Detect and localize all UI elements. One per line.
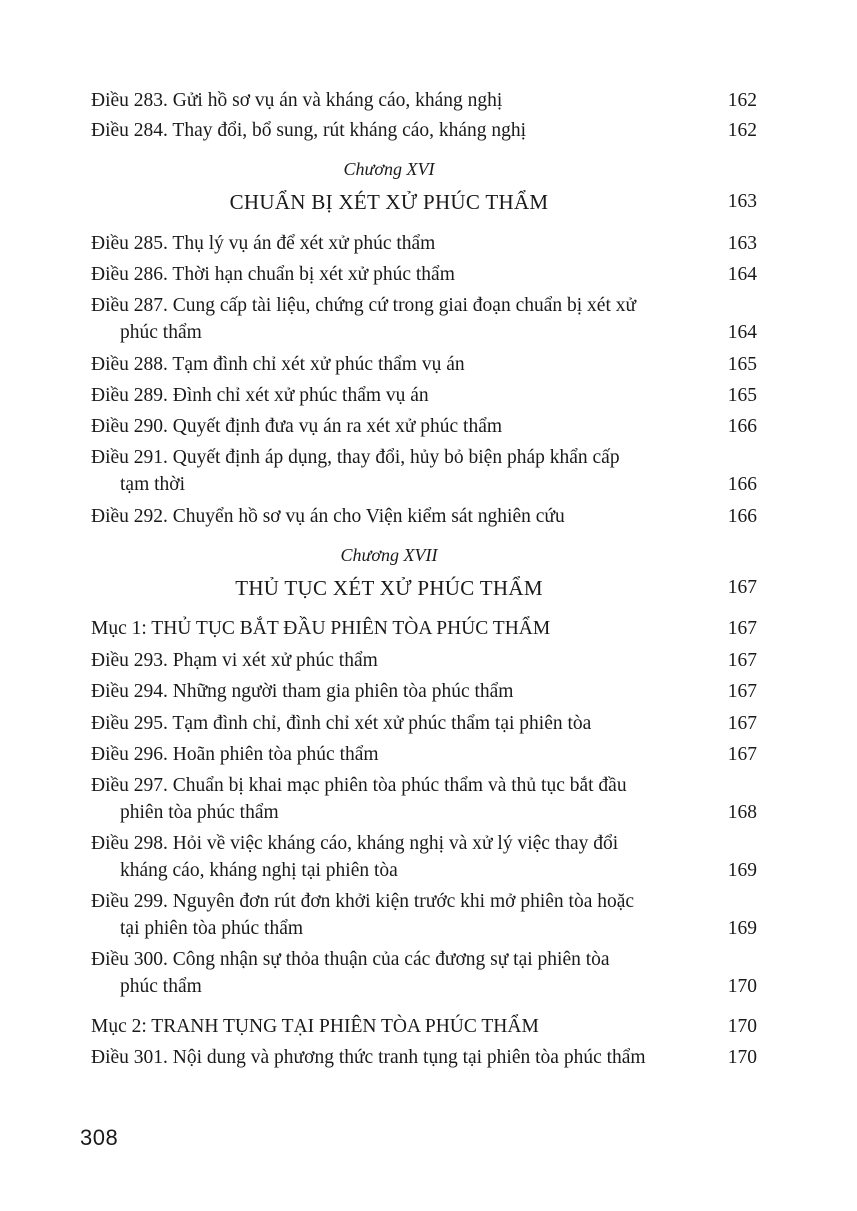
- page-number: 164: [727, 264, 757, 285]
- page-number: 169: [727, 860, 757, 881]
- toc-entry: Điều 289. Đình chỉ xét xử phúc thẩm vụ án 165: [91, 382, 757, 409]
- toc-entry: Điều 292. Chuyển hồ sơ vụ án cho Viện kiểm sát nghiên cứu 166: [91, 503, 757, 530]
- page-number: 168: [727, 802, 757, 823]
- toc-entry: Điều 300. Công nhận sự thỏa thuận của các đương sự tại phiên tòa phúc thẩm 170: [91, 946, 757, 1000]
- toc-entry: Điều 285. Thụ lý vụ án để xét xử phúc thẩm 163: [91, 230, 757, 257]
- page-number: 163: [727, 233, 757, 254]
- chapter-label: Chương XVII: [340, 545, 438, 565]
- page-number: 166: [727, 506, 757, 527]
- toc-entry: Điều 298. Hỏi về việc kháng cáo, kháng nghị và xử lý việc thay đổi kháng cáo, kháng nghị tại phiên tòa 169: [91, 830, 757, 884]
- toc-entry: Điều 296. Hoãn phiên tòa phúc thẩm 167: [91, 741, 757, 768]
- toc-entry: Điều 293. Phạm vi xét xử phúc thẩm 167: [91, 647, 757, 674]
- page-number: 170: [727, 1047, 757, 1068]
- folio: 308: [80, 1125, 119, 1150]
- page-number: 167: [727, 681, 757, 702]
- page-number: 165: [727, 354, 757, 375]
- toc-entry: Điều 294. Những người tham gia phiên tòa phúc thẩm 167: [91, 678, 757, 705]
- page-number: 167: [727, 744, 757, 765]
- page-number: 162: [727, 90, 757, 111]
- page-number: 167: [727, 618, 757, 639]
- toc-entry: Điều 283. Gửi hồ sơ vụ án và kháng cáo, kháng nghị 162: [91, 87, 757, 114]
- page-number: 167: [727, 713, 757, 734]
- page-number: 170: [727, 1016, 757, 1037]
- toc-entry: Điều 299. Nguyên đơn rút đơn khởi kiện trước khi mở phiên tòa hoặc tại phiên tòa phúc thẩm 169: [91, 888, 757, 942]
- toc-entry: Điều 290. Quyết định đưa vụ án ra xét xử phúc thẩm 166: [91, 413, 757, 440]
- toc-entry: Điều 297. Chuẩn bị khai mạc phiên tòa phúc thẩm và thủ tục bắt đầu phiên tòa phúc thẩm 168: [91, 772, 757, 826]
- toc-entry: Điều 301. Nội dung và phương thức tranh tụng tại phiên tòa phúc thẩm 170: [91, 1044, 757, 1071]
- toc-entry: Điều 291. Quyết định áp dụng, thay đổi, hủy bỏ biện pháp khẩn cấp tạm thời 166: [91, 444, 757, 498]
- page-number: 170: [727, 976, 757, 997]
- toc-entry: Điều 295. Tạm đình chỉ, đình chỉ xét xử phúc thẩm tại phiên tòa 167: [91, 710, 757, 737]
- page-number: 169: [727, 918, 757, 939]
- page-number: 166: [727, 416, 757, 437]
- toc-entry: Điều 284. Thay đổi, bổ sung, rút kháng cáo, kháng nghị 162: [91, 117, 757, 144]
- page-number: 163: [727, 191, 757, 212]
- chapter-label: Chương XVI: [343, 159, 435, 179]
- page-number: 166: [727, 474, 757, 495]
- toc-entry: Điều 287. Cung cấp tài liệu, chứng cứ trong giai đoạn chuẩn bị xét xử phúc thẩm 164: [91, 292, 757, 346]
- page-number: 167: [727, 650, 757, 671]
- toc-entry: Điều 286. Thời hạn chuẩn bị xét xử phúc thẩm 164: [91, 261, 757, 288]
- page-number: 165: [727, 385, 757, 406]
- page-number: 162: [727, 120, 757, 141]
- page-number: 167: [727, 577, 757, 598]
- toc-section: Mục 2: TRANH TỤNG TẠI PHIÊN TÒA PHÚC THẨM 170: [91, 1013, 757, 1040]
- page-number: 164: [727, 322, 757, 343]
- chapter-title: CHUẨN BỊ XÉT XỬ PHÚC THẨM 163: [91, 187, 757, 217]
- toc-entry: Điều 288. Tạm đình chỉ xét xử phúc thẩm vụ án 165: [91, 351, 757, 378]
- chapter-title: THỦ TỤC XÉT XỬ PHÚC THẨM 167: [91, 573, 757, 603]
- toc-section: Mục 1: THỦ TỤC BẮT ĐẦU PHIÊN TÒA PHÚC THẨM 167: [91, 615, 757, 642]
